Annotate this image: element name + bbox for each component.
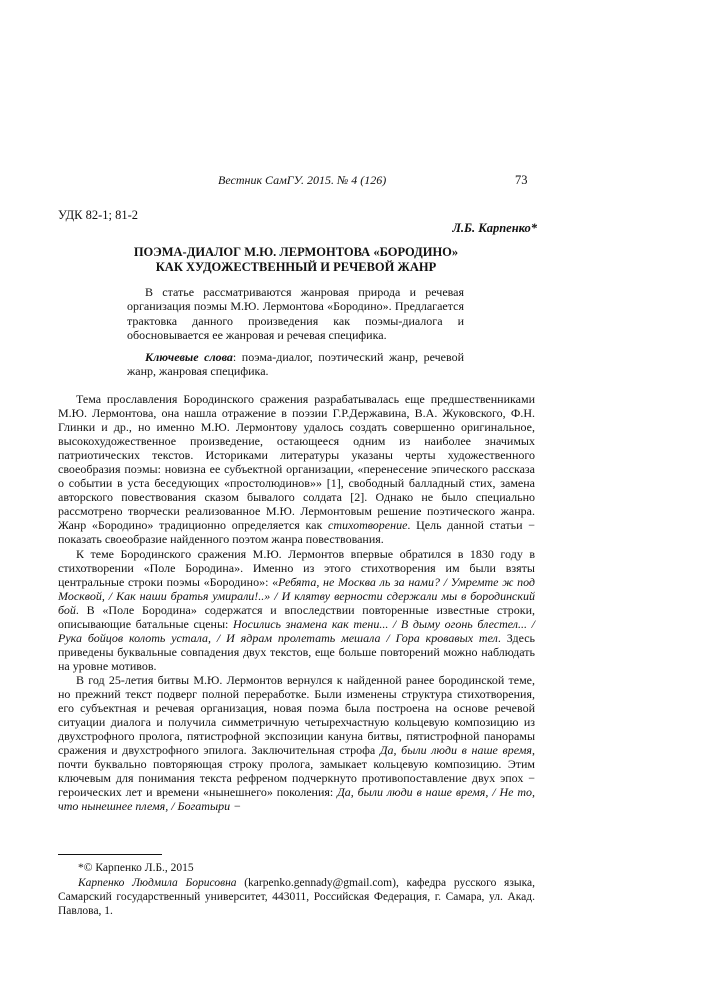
- paragraph-2: [58, 547, 535, 673]
- title-line-2: КАК ХУДОЖЕСТВЕННЫЙ И РЕЧЕВОЙ ЖАНР: [155, 260, 437, 274]
- article-title: [58, 245, 534, 275]
- abstract: В статье рассматриваются жанровая природа и речевая организация поэмы М.Ю. Лермонтова «Бородино». Предлагается трактовка данного произведения как поэмы-диалога и обосновывается ее жанровая и речевая специфика.: [127, 285, 464, 342]
- p2-text-c: . В «Поле Бородина» содержатся и впоследствии повторенные известные строки, описывающие батальные сцены:: [58, 602, 535, 631]
- p2-quote-1: Ребята, не Москва ль за нами? / Умремте ж под Москвой, / Как наши братья умирали!..» / И клятву верности сдержали мы в бородинский бой: [58, 574, 535, 617]
- p1-italic: стихотворение: [328, 518, 408, 533]
- author-name: Л.Б. Карпенко*: [452, 221, 537, 235]
- footnote-copyright: *© Карпенко Л.Б., 2015: [78, 862, 194, 874]
- keywords-label: Ключевые слова: [145, 350, 233, 364]
- page-number: 73: [515, 173, 528, 187]
- p1-text-a: Тема прославления Бородинского сражения разрабатывалась еще предшественниками М.Ю. Лермонтова, она нашла отражение в поэзии Г.Р.Державина, В.А. Жуковского, Ф.Н. Глинки и др., но именно М.Ю. Лермонтову удалось создать совершенно оригинальное, высокохудожественное произведение, остающееся одним из наиболее значимых патриотических текстов. Историками литературы указаны черты художественного своеобразия поэмы: новизна ее субъектной организации, «перенесение эпического рассказа о событии в уста беседующих «простолюдинов»» [1], свободный балладный стих, замена авторского повествования сказом бывалого солдата [2]. Однако не было специально рассмотрено творчески реализованное М.Ю. Лермонтовым решение поэтического жанра. Жанр «Бородино» традиционно определяется как: [58, 392, 535, 533]
- journal-citation: Вестник СамГУ. 2015. № 4 (126): [218, 173, 387, 187]
- keywords: [127, 350, 464, 379]
- footnote-details: (karpenko.gennady@gmail.com), кафедра русского языка, Самарский государственный университет, 443011, Российская Федерация, г. Самара, ул. Акад. Павлова, 1.: [58, 877, 535, 917]
- p3-text-c: , почти буквально повторяющая строку пролога, замыкает кольцевую композицию. Этим ключевым для понимания текста рефреном подчеркнуто противопоставление двух эпох − героических лет и времени «нынешнего» поколения:: [58, 743, 536, 800]
- udk-code: УДК 82-1; 81-2: [58, 208, 138, 222]
- p2-text-a: К теме Бородинского сражения М.Ю. Лермонтов впервые обратился в 1830 году в стихотворении «Поле Бородина». Именно из этого стихотворения им были взяты центральные строки поэмы «Бородино»: «: [58, 546, 535, 589]
- keywords-text: : поэма-диалог, поэтический жанр, речевой жанр, жанровая специфика.: [127, 350, 464, 379]
- title-line-1: ПОЭМА-ДИАЛОГ М.Ю. ЛЕРМОНТОВА «БОРОДИНО»: [133, 245, 459, 259]
- footnote-divider: [58, 854, 162, 855]
- footnote-author-name: Карпенко Людмила Борисовна: [78, 877, 237, 889]
- footnote-author-info: [58, 876, 535, 918]
- p3-quote-2: Да, были люди в наше время, / Не то, что нынешнее племя, / Богатыри −: [58, 785, 535, 814]
- p2-quote-2: Носились знамена как тени... / В дыму огонь блестел... / Рука бойцов колоть устала, / И ядрам пролетать мешала / Гора кровавых тел: [58, 616, 535, 645]
- p3-quote-1: Да, были люди в наше время: [379, 743, 533, 758]
- p1-text-c: . Цель данной статьи − показать своеобразие найденного поэтом жанра повествования.: [58, 518, 535, 547]
- running-header: [0, 173, 709, 191]
- p3-text-a: В год 25-летия битвы М.Ю. Лермонтов вернулся к найденной ранее бородинской теме, но прежний текст подверг полной переработке. Были изменены структура стихотворения, его субъектная и речевая организация, новая поэма была построена на основе речевой ситуации диалога и получила симметричную четырехчастную кольцевую композицию из двухстрофного пролога, пятистрофной экспозиции кануна битвы, пятистрофной панорамы сражения и двухстрофного эпилога. Заключительная строфа: [58, 672, 535, 758]
- paragraph-3: [58, 673, 535, 813]
- article-body: [58, 392, 535, 813]
- paragraph-1: [58, 392, 535, 547]
- p2-text-e: . Здесь приведены буквальные совпадения двух текстов, еще больше повторений можно наблюдать на уровне мотивов.: [58, 630, 535, 673]
